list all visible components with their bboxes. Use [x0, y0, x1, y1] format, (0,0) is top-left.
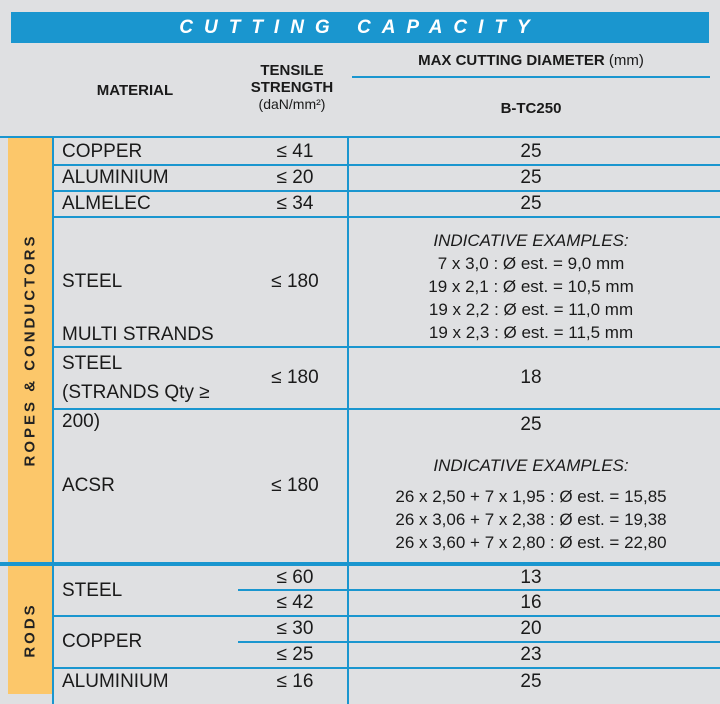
tensile-steel: ≤ 180 — [271, 270, 319, 292]
diameter-rod-copper-2: 23 — [520, 644, 542, 665]
header-material: MATERIAL — [96, 82, 174, 99]
header-tensile — [232, 62, 352, 113]
material-rod-aluminium: ALUMINIUM — [62, 670, 169, 692]
material-acsr: ACSR — [62, 474, 115, 496]
tensile-rod-copper-2: ≤ 25 — [276, 644, 314, 665]
material-rod-copper: COPPER — [62, 631, 143, 652]
diameter-rod-copper-1: 20 — [520, 618, 542, 639]
steel-examples-title: INDICATIVE EXAMPLES: — [433, 231, 629, 250]
material-multi-strands-steel — [62, 323, 242, 432]
tensile-rod-aluminium: ≤ 16 — [276, 670, 314, 692]
table-top-rule — [0, 136, 720, 138]
steel-example: 19 x 2,3 : Ø est. = 11,5 mm — [428, 323, 634, 342]
diameter-almelec: 25 — [520, 192, 542, 214]
material-steel: STEEL — [62, 270, 123, 292]
diameter-copper: 25 — [520, 140, 542, 162]
header-tensile-unit: (daN/mm²) — [258, 96, 326, 112]
tensile-copper: ≤ 41 — [276, 140, 314, 162]
steel-example: 19 x 2,2 : Ø est. = 11,0 mm — [428, 300, 634, 319]
header-max-title: MAX CUTTING DIAMETER — [418, 52, 605, 69]
diameter-multi: 18 — [520, 366, 542, 388]
tensile-almelec: ≤ 34 — [276, 192, 314, 214]
tensile-multi: ≤ 180 — [271, 366, 319, 388]
group-rods-label: RODS — [21, 602, 39, 658]
column-divider-group — [52, 138, 54, 704]
header-divider — [352, 76, 710, 78]
acsr-examples — [352, 485, 710, 554]
group-ropes-label: ROPES & CONDUCTORS — [21, 233, 39, 467]
diameter-aluminium: 25 — [520, 166, 542, 188]
tensile-rod-copper-1: ≤ 30 — [276, 618, 314, 639]
tensile-aluminium: ≤ 20 — [276, 166, 314, 188]
diameter-rod-aluminium: 25 — [520, 670, 542, 692]
diameter-acsr: 25 — [520, 414, 542, 435]
diameter-rod-steel-1: 13 — [520, 566, 542, 588]
group-rods-band — [8, 566, 52, 694]
material-copper: COPPER — [62, 140, 143, 162]
header-model: B-TC250 — [500, 100, 562, 117]
steel-examples — [352, 229, 710, 344]
header-tensile-line1: TENSILE — [260, 62, 324, 79]
steel-example: 7 x 3,0 : Ø est. = 9,0 mm — [437, 254, 625, 273]
group-ropes-band — [8, 138, 52, 562]
acsr-example: 26 x 2,50 + 7 x 1,95 : Ø est. = 15,85 — [395, 487, 667, 506]
tensile-acsr: ≤ 180 — [271, 474, 319, 496]
section-title: CUTTING CAPACITY — [11, 12, 709, 43]
acsr-examples-title: INDICATIVE EXAMPLES: — [433, 456, 629, 475]
header-max-unit: (mm) — [608, 52, 644, 69]
header-max-diameter — [352, 52, 710, 69]
acsr-example: 26 x 3,60 + 7 x 2,80 : Ø est. = 22,80 — [395, 533, 667, 552]
material-rod-steel: STEEL — [62, 579, 123, 601]
material-aluminium: ALUMINIUM — [62, 166, 169, 188]
header-tensile-line2: STRENGTH — [250, 79, 334, 96]
diameter-rod-steel-2: 16 — [520, 592, 542, 613]
material-multi-line1: MULTI STRANDS STEEL — [62, 323, 214, 374]
tensile-rod-steel-2: ≤ 42 — [276, 592, 314, 613]
material-almelec: ALMELEC — [62, 192, 151, 214]
material-multi-line2: (STRANDS Qty ≥ 200) — [62, 381, 210, 432]
acsr-example: 26 x 3,06 + 7 x 2,38 : Ø est. = 19,38 — [395, 510, 667, 529]
tensile-rod-steel-1: ≤ 60 — [276, 566, 314, 588]
steel-example: 19 x 2,1 : Ø est. = 10,5 mm — [428, 277, 634, 296]
